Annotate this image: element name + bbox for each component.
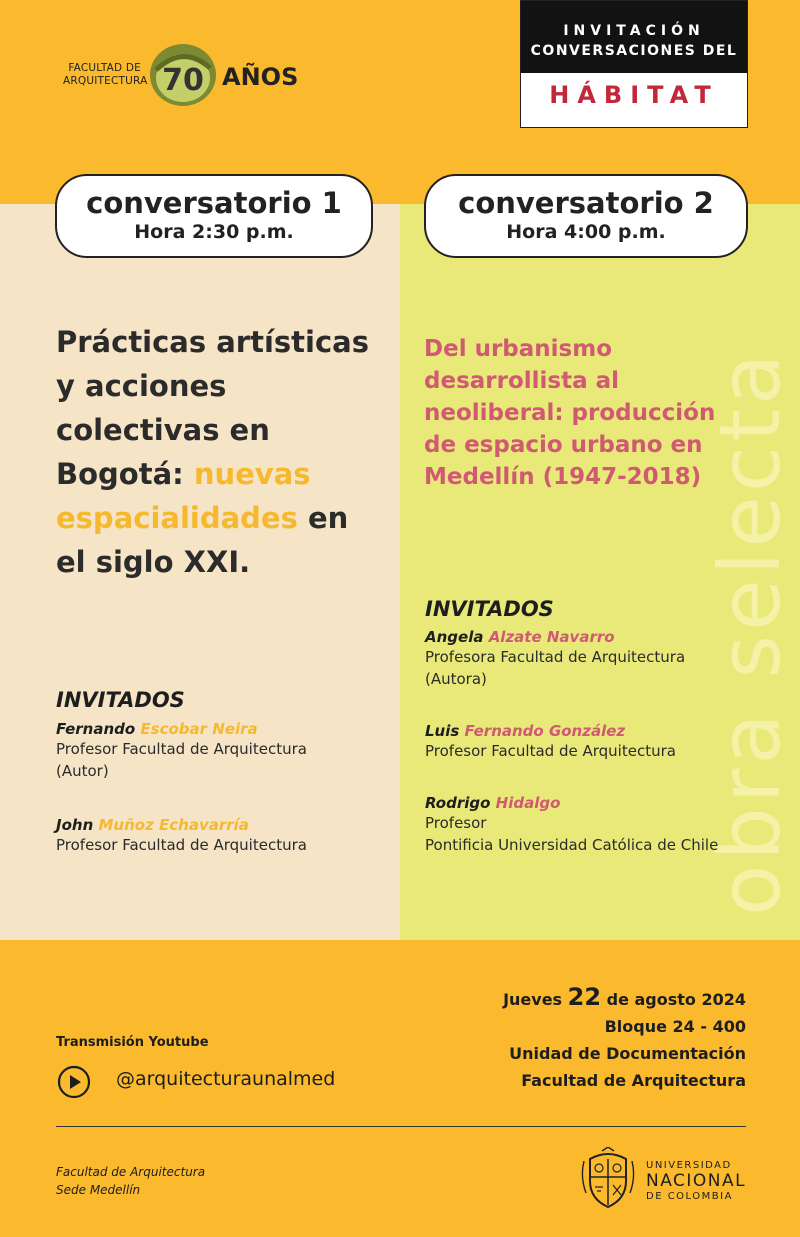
guest-last-name: Fernando González: [464, 722, 626, 740]
guest-name: [425, 794, 718, 812]
session2-guests-heading: INVITADOS: [425, 597, 554, 621]
guest-role-extra: Pontificia Universidad Católica de Chile: [425, 836, 719, 854]
session2-pill-time: Hora 4:00 p.m.: [506, 221, 666, 243]
faculty-footer-line2: Sede Medellín: [56, 1183, 141, 1197]
faculty-logo-line1: FACULTAD DE: [68, 62, 141, 74]
session2-pill-title: conversatorio 2: [458, 186, 714, 220]
session2-guest-1: [425, 628, 685, 690]
session1-guests-heading: INVITADOS: [56, 688, 185, 712]
guest-role: Profesora Facultad de Arquitectura: [425, 648, 686, 666]
session1-pill-time: Hora 2:30 p.m.: [134, 221, 294, 243]
session1-title-part1: Prácticas artísticas y acciones colectivas en Bogotá:: [56, 325, 369, 491]
faculty-logo-text: [63, 62, 148, 88]
guest-name: [425, 628, 685, 646]
university-logo-text: [646, 1160, 746, 1202]
event-date-prefix: Jueves: [503, 990, 568, 1009]
event-date-day: 22: [567, 983, 602, 1011]
guest-last-name: Alzate Navarro: [488, 628, 615, 646]
guest-last-name: Muñoz Echavarría: [98, 816, 249, 834]
session2-guest-3: [425, 794, 718, 856]
guest-first-name: Angela: [425, 628, 484, 646]
session2-title: Del urbanismo desarrollista al neoliberal: producción de espacio urbano en Medellín (1947-2018): [424, 336, 716, 490]
guest-name: [425, 722, 676, 740]
university-line3: DE COLOMBIA: [646, 1191, 733, 1202]
guest-first-name: John: [56, 816, 94, 834]
university-line1: UNIVERSIDAD: [646, 1160, 732, 1171]
play-icon[interactable]: [57, 1065, 91, 1099]
university-line2: NACIONAL: [646, 1171, 747, 1191]
invitation-box: [520, 0, 748, 128]
anniversary-word: AÑOS: [222, 63, 299, 91]
guest-first-name: Luis: [425, 722, 460, 740]
guest-role-extra: (Autor): [56, 762, 109, 780]
footer-divider: [56, 1126, 746, 1127]
session1-pill-title: conversatorio 1: [86, 186, 342, 220]
guest-role: Profesor Facultad de Arquitectura: [56, 836, 307, 854]
youtube-handle-link[interactable]: @arquitecturaunalmed: [116, 1068, 336, 1090]
faculty-footer-line1: Facultad de Arquitectura: [56, 1165, 206, 1179]
session1-guest-1: [56, 720, 307, 782]
invitation-subtitle: CONVERSACIONES DEL: [530, 43, 738, 59]
event-block: Bloque 24 - 400: [604, 1017, 746, 1036]
guest-last-name: Hidalgo: [495, 794, 561, 812]
session1-title-highlight: nuevas espacialidades: [56, 457, 311, 535]
session2-guest-2: [425, 722, 676, 762]
session1-title-part2: en el siglo XXI.: [56, 501, 349, 579]
invitation-label: INVITACIÓN: [563, 23, 705, 39]
guest-role-extra: (Autora): [425, 670, 487, 688]
guest-last-name: Escobar Neira: [140, 720, 258, 738]
watermark-text: obra selecta: [701, 349, 799, 916]
guest-role: Profesor: [425, 814, 487, 832]
guest-name: [56, 720, 307, 738]
session1-pill: [55, 174, 373, 258]
invitation-habitat-title: HÁBITAT: [549, 81, 719, 109]
event-unit: Unidad de Documentación: [509, 1044, 746, 1063]
guest-first-name: Rodrigo: [425, 794, 491, 812]
session2-pill: [424, 174, 748, 258]
guest-role: Profesor Facultad de Arquitectura: [56, 740, 307, 758]
session1-title: [56, 320, 376, 584]
event-info: [430, 984, 746, 1094]
university-shield-icon: [580, 1147, 636, 1209]
faculty-logo-line2: ARQUITECTURA: [63, 75, 148, 87]
invitation-black-band: [521, 1, 747, 73]
guest-role: Profesor Facultad de Arquitectura: [425, 742, 676, 760]
event-faculty: Facultad de Arquitectura: [521, 1071, 746, 1090]
anniversary-70-logo: [148, 42, 218, 108]
session1-guest-2: [56, 816, 307, 856]
guest-first-name: Fernando: [56, 720, 136, 738]
event-date-suffix: de agosto 2024: [601, 990, 746, 1009]
youtube-label: Transmisión Youtube: [56, 1035, 209, 1050]
anniversary-number: 70: [162, 63, 204, 98]
faculty-footer: [56, 1163, 205, 1199]
guest-name: [56, 816, 307, 834]
event-date: [430, 984, 746, 1013]
